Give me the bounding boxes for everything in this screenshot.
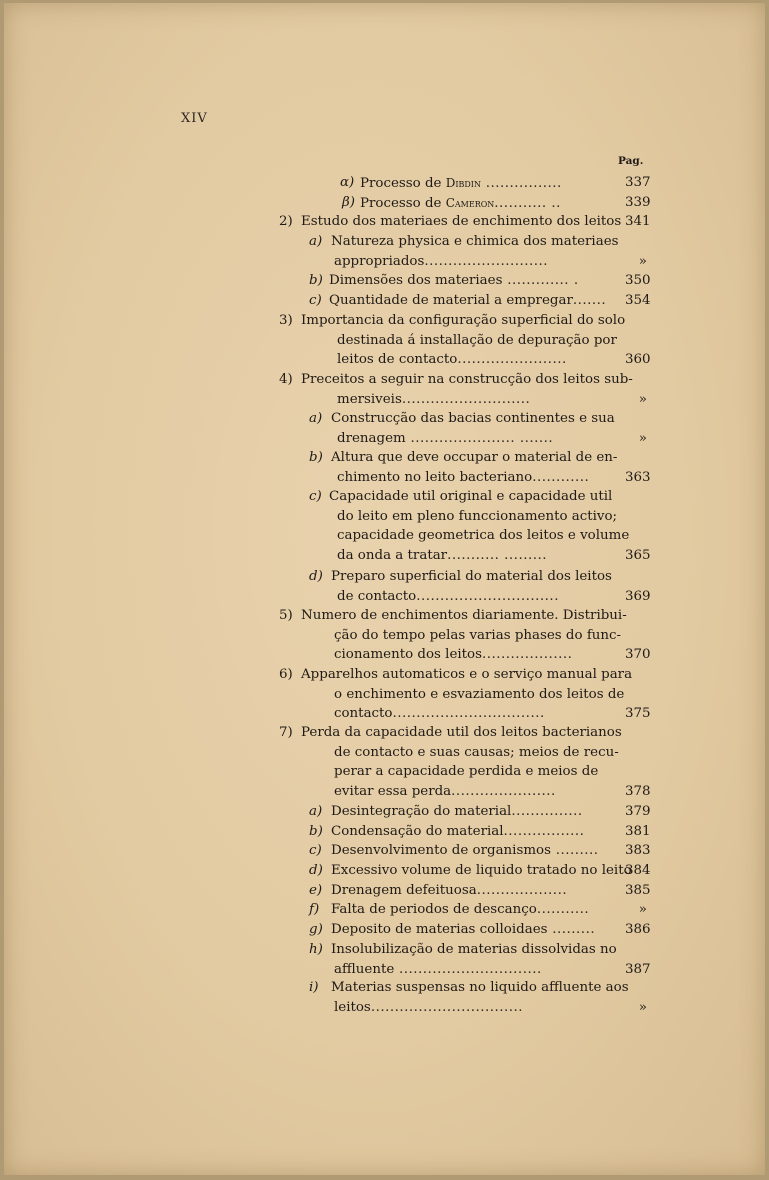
dot-leader: ........................... xyxy=(401,391,531,407)
toc-entry-text: Estudo dos materiaes de enchimento dos leitos xyxy=(301,214,622,229)
toc-entry-number: i) xyxy=(309,980,319,995)
toc-page-number: 385 xyxy=(625,883,651,898)
toc-line xyxy=(4,704,765,724)
dot-leader: ......... xyxy=(550,843,599,858)
toc-entry-text: drenagem ...................... ....... xyxy=(337,430,554,446)
toc-line xyxy=(4,665,765,685)
toc-line xyxy=(4,861,765,881)
toc-entry-text: Preceitos a seguir na construcção dos leitos sub- xyxy=(301,372,633,387)
dot-leader: ................ xyxy=(480,176,562,191)
toc-line xyxy=(4,978,765,998)
toc-entry-number: g) xyxy=(309,922,323,937)
toc-entry-number: 7) xyxy=(279,725,293,740)
toc-entry-text: contacto................................ xyxy=(334,706,545,722)
toc-entry-text: do leito em pleno funccionamento activo; xyxy=(337,508,618,524)
toc-entry-text: leitos................................ xyxy=(334,999,524,1015)
dot-leader: .............................. xyxy=(394,961,542,977)
toc-page-number: 354 xyxy=(625,293,651,308)
table-of-contents xyxy=(4,3,765,1175)
toc-line xyxy=(4,606,765,626)
toc-entry-text: perar a capacidade perdida e meios de xyxy=(334,764,599,780)
toc-entry-text: cionamento dos leitos................... xyxy=(334,647,573,663)
toc-line xyxy=(4,762,765,782)
toc-line xyxy=(4,232,765,252)
toc-entry-text: capacidade geometrica dos leitos e volume xyxy=(337,528,630,544)
toc-entry-number: f) xyxy=(309,902,320,917)
toc-line xyxy=(4,940,765,960)
toc-entry-number: c) xyxy=(309,489,322,504)
toc-line xyxy=(4,409,765,429)
author-name: Dibdin xyxy=(445,176,481,190)
dot-leader: ........... ......... xyxy=(447,547,547,563)
toc-line xyxy=(4,626,765,646)
toc-entry-text: Apparelhos automaticos e o serviço manual para xyxy=(301,667,633,682)
toc-entry-number: d) xyxy=(309,569,323,584)
toc-page-number: 381 xyxy=(625,824,651,839)
toc-entry-number: e) xyxy=(309,883,323,898)
toc-line xyxy=(4,350,765,370)
toc-entry-number: a) xyxy=(309,804,323,819)
toc-entry-text: chimento no leito bacteriano............ xyxy=(337,469,590,485)
toc-entry-text: Falta de periodos de descanço........... xyxy=(331,902,590,917)
dot-leader: .............................. xyxy=(416,588,559,604)
toc-entry-text: ção do tempo pelas varias phases do func- xyxy=(334,627,622,643)
toc-line xyxy=(4,291,765,311)
book-page xyxy=(4,3,765,1175)
toc-line xyxy=(4,311,765,331)
toc-line xyxy=(4,723,765,743)
toc-line xyxy=(4,920,765,940)
toc-page-number: 375 xyxy=(625,706,651,722)
toc-entry-text: Altura que deve occupar o material de en- xyxy=(331,450,618,465)
toc-page-number: 337 xyxy=(625,175,651,190)
toc-line xyxy=(4,252,765,272)
dot-leader: ............. . xyxy=(502,273,579,288)
toc-entry-text: mersiveis........................... xyxy=(337,391,531,407)
toc-page-number: 386 xyxy=(625,922,651,937)
toc-entry-text: Numero de enchimentos diariamente. Distribui- xyxy=(301,608,627,623)
toc-line xyxy=(4,881,765,901)
toc-line xyxy=(4,468,765,488)
dot-leader: ............ xyxy=(532,469,590,485)
toc-entry-text: Condensação do material................. xyxy=(331,824,585,839)
toc-entry-text: Excessivo volume de liquido tratado no leito xyxy=(331,863,632,878)
toc-line xyxy=(4,841,765,861)
toc-entry-text: de contacto e suas causas; meios de recu- xyxy=(334,744,619,760)
toc-entry-text: Capacidade util original e capacidade util xyxy=(329,489,613,504)
toc-page-number: 383 xyxy=(625,843,651,858)
toc-page-number: 341 xyxy=(625,214,651,229)
toc-entry-text: evitar essa perda...................... xyxy=(334,783,556,799)
toc-entry-number: c) xyxy=(309,293,322,308)
toc-page-number: 384 xyxy=(625,863,651,878)
toc-page-number: » xyxy=(638,902,647,917)
toc-line xyxy=(4,960,765,980)
toc-entry-text: de contacto.............................. xyxy=(337,588,559,604)
toc-line xyxy=(4,802,765,822)
toc-entry-number: 5) xyxy=(279,608,293,623)
toc-line xyxy=(4,743,765,763)
toc-page-number: » xyxy=(638,999,647,1015)
toc-page-number: 360 xyxy=(625,352,651,368)
toc-entry-number: h) xyxy=(309,942,323,957)
toc-page-number: » xyxy=(638,253,647,269)
toc-entry-text: destinada á installação de depuração por xyxy=(337,332,617,348)
toc-entry-text: Construcção das bacias continentes e sua xyxy=(331,411,615,426)
toc-entry-text: Processo de Cameron........... .. xyxy=(360,196,561,211)
toc-entry-number: β) xyxy=(342,195,355,210)
toc-page-number: 379 xyxy=(625,804,651,819)
dot-leader: ................................ xyxy=(370,999,524,1015)
toc-page-number: 365 xyxy=(625,547,651,563)
toc-entry-number: 2) xyxy=(279,214,293,229)
dot-leader: ................... xyxy=(481,647,573,663)
toc-line xyxy=(4,587,765,607)
toc-page-number: 339 xyxy=(625,195,651,210)
toc-line xyxy=(4,331,765,351)
toc-line xyxy=(4,212,765,232)
page-column-label: Pag. xyxy=(618,155,644,167)
toc-entry-number: b) xyxy=(309,450,323,465)
toc-page-number: 378 xyxy=(625,783,651,799)
toc-entry-text: Insolubilização de materias dissolvidas no xyxy=(331,942,617,957)
dot-leader: ................... xyxy=(476,883,568,898)
dot-leader: ................................ xyxy=(392,706,545,722)
toc-line xyxy=(4,193,765,213)
toc-line xyxy=(4,173,765,193)
toc-entry-text: affluente .............................. xyxy=(334,961,542,977)
toc-line xyxy=(4,645,765,665)
toc-entry-text: Desenvolvimento de organismos ......... xyxy=(331,843,599,858)
toc-line xyxy=(4,782,765,802)
dot-leader: ....................... xyxy=(457,352,567,368)
toc-line xyxy=(4,390,765,410)
toc-entry-text: Materias suspensas no liquido affluente aos xyxy=(331,980,629,995)
author-name: Cameron xyxy=(445,196,495,210)
toc-entry-text: Desintegração do material............... xyxy=(331,804,583,819)
toc-entry-number: a) xyxy=(309,234,323,249)
toc-line xyxy=(4,685,765,705)
toc-line xyxy=(4,448,765,468)
toc-page-number: 370 xyxy=(625,647,651,663)
dot-leader: ........... xyxy=(536,902,590,917)
toc-entry-number: 3) xyxy=(279,313,293,328)
toc-entry-text: Dimensões dos materiaes ............. . xyxy=(329,273,579,288)
toc-entry-number: d) xyxy=(309,863,323,878)
toc-entry-number: b) xyxy=(309,273,323,288)
toc-page-number: 363 xyxy=(625,469,651,485)
toc-line xyxy=(4,370,765,390)
toc-entry-text: Processo de Dibdin ................ xyxy=(360,176,562,191)
toc-entry-number: b) xyxy=(309,824,323,839)
dot-leader: ................. xyxy=(503,824,585,839)
toc-line xyxy=(4,900,765,920)
toc-page-number: 369 xyxy=(625,588,651,604)
dot-leader: ...................... ....... xyxy=(405,430,554,446)
toc-line xyxy=(4,822,765,842)
dot-leader: ............... xyxy=(511,804,583,819)
toc-line xyxy=(4,271,765,291)
dot-leader: ........... .. xyxy=(494,196,561,211)
toc-page-number: 350 xyxy=(625,273,651,288)
dot-leader: ...................... xyxy=(451,783,556,799)
toc-line xyxy=(4,507,765,527)
toc-line xyxy=(4,526,765,546)
toc-entry-number: α) xyxy=(340,175,355,190)
toc-entry-text: Perda da capacidade util dos leitos bacterianos xyxy=(301,725,622,740)
toc-line xyxy=(4,998,765,1018)
toc-page-number: 387 xyxy=(625,961,651,977)
toc-line xyxy=(4,567,765,587)
dot-leader: .......................... xyxy=(424,253,549,269)
toc-entry-text: Deposito de materias colloidaes ......... xyxy=(331,922,596,937)
toc-entry-text: Quantidade de material a empregar....... xyxy=(329,293,607,308)
toc-line xyxy=(4,546,765,566)
toc-entry-text: Preparo superficial do material dos leitos xyxy=(331,569,612,584)
toc-page-number: » xyxy=(638,430,647,446)
toc-entry-text: da onda a tratar........... ......... xyxy=(337,547,547,563)
toc-page-number: » xyxy=(638,391,647,407)
toc-entry-number: c) xyxy=(309,843,322,858)
toc-line xyxy=(4,487,765,507)
toc-entry-text: Importancia da configuração superficial do solo xyxy=(301,313,626,328)
toc-entry-text: Drenagem defeituosa................... xyxy=(331,883,568,898)
dot-leader: ......... xyxy=(547,922,596,937)
toc-entry-text: Natureza physica e chimica dos materiaes xyxy=(331,234,619,249)
toc-entry-text: o enchimento e esvaziamento dos leitos de xyxy=(334,686,625,702)
toc-entry-number: a) xyxy=(309,411,323,426)
toc-entry-text: appropriados.......................... xyxy=(334,253,549,269)
page-number: XIV xyxy=(181,111,208,126)
dot-leader: ....... xyxy=(572,293,607,308)
toc-entry-text: leitos de contacto....................... xyxy=(337,352,567,368)
toc-entry-number: 4) xyxy=(279,372,293,387)
toc-line xyxy=(4,429,765,449)
toc-entry-number: 6) xyxy=(279,667,293,682)
